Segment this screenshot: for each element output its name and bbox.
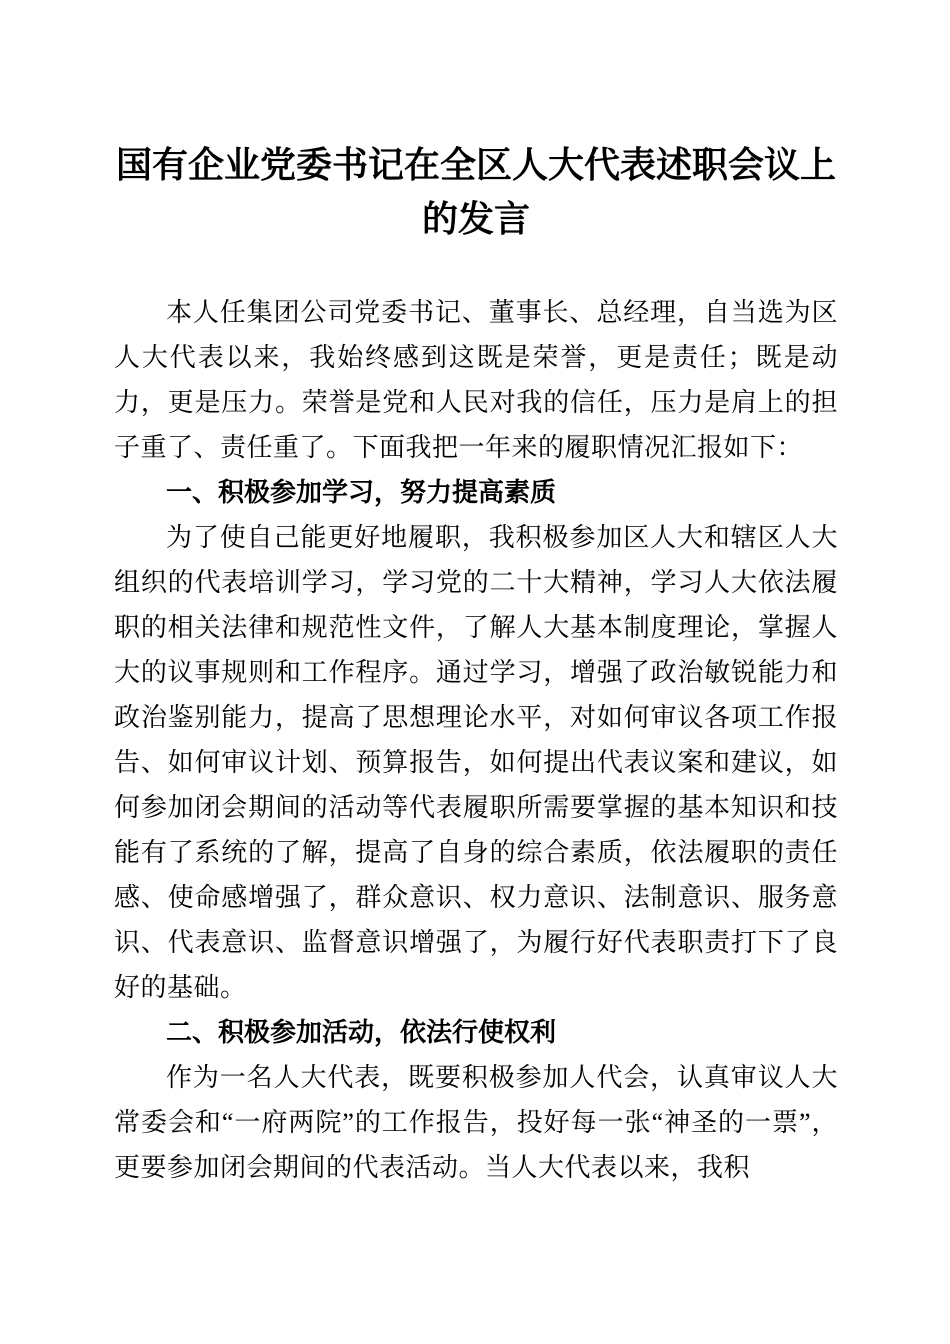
- body-paragraph: 作为一名人大代表，既要积极参加人代会，认真审议人大常委会和“一府两院”的工作报告，投好每一张“神圣的一票”，更要参加闭会期间的代表活动。当人大代表以来，我积: [114, 1063, 838, 1182]
- document-title: 国有企业党委书记在全区人大代表述职会议上的发言: [115, 144, 836, 239]
- section-heading: 一、积极参加学习，努力提高素质: [166, 477, 557, 507]
- document-body: [114, 290, 838, 1190]
- body-paragraph: 为了使自己能更好地履职，我积极参加区人大和辖区人大组织的代表培训学习，学习党的二十大精神，学习人大依法履职的相关法律和规范性文件，了解人大基本制度理论，掌握人大的议事规则和工作程序。通过学习，增强了政治敏锐能力和政治鉴别能力，提高了思想理论水平，对如何审议各项工作报告、如何审议计划、预算报告，如何提出代表议案和建议，如何参加闭会期间的活动等代表履职所需要掌握的基本知识和技能有了系统的了解，提高了自身的综合素质，依法履职的责任感、使命感增强了，群众意识、权力意识、法制意识、服务意识、代表意识、监督意识增强了，为履行好代表职责打下了良好的基础。: [114, 523, 838, 1002]
- body-paragraph: 本人任集团公司党委书记、董事长、总经理，自当选为区人大代表以来，我始终感到这既是荣誉，更是责任；既是动力，更是压力。荣誉是党和人民对我的信任，压力是肩上的担子重了、责任重了。下面我把一年来的履职情况汇报如下：: [114, 298, 838, 462]
- section-heading: 二、积极参加活动，依法行使权利: [166, 1017, 557, 1047]
